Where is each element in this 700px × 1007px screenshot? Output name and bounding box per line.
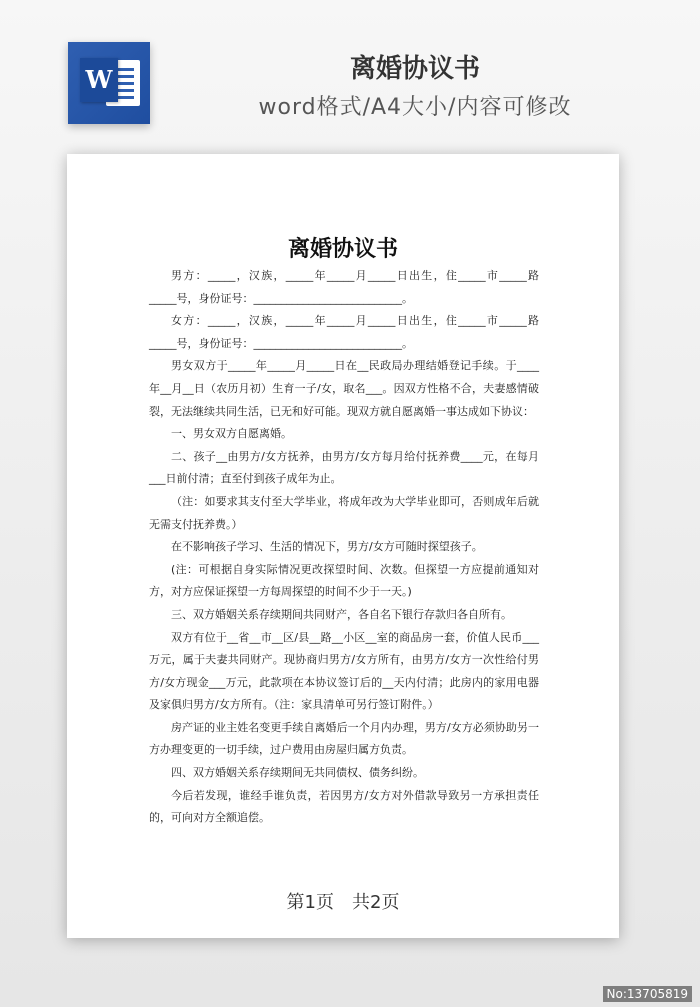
note-support: （注：如要求其支付至大学毕业，将成年改为大学毕业即可，否则成年后就无需支付抚养费。） bbox=[149, 494, 539, 531]
clause-2: 二、孩子__由男方/女方抚养，由男方/女方每月给付抚养费____元，在每月___日前付清；直至付到孩子成年为止。 bbox=[149, 449, 539, 486]
clause-3: 三、双方婚姻关系存续期间共同财产，各自名下银行存款归各自所有。 bbox=[171, 607, 512, 621]
paragraph-wife-info: 女方：_____，汉族，_____年_____月_____日出生，住_____市_____路_____号，身份证号：___________________________。 bbox=[149, 314, 539, 350]
word-document-icon bbox=[68, 42, 150, 124]
paragraph-deed-transfer: 房产证的业主姓名变更手续自离婚后一个月内办理，男方/女方必须协助另一方办理变更的一切手续，过户费用由房屋归属方负责。 bbox=[149, 720, 539, 757]
document-page bbox=[67, 154, 619, 938]
clause-4: 四、双方婚姻关系存续期间无共同债权、债务纠纷。 bbox=[171, 766, 424, 780]
paragraph-marriage-background: 男女双方于_____年_____月_____日在__民政局办理结婚登记手续。于____年__月__日（农历月初）生育一子/女，取名___。因双方性格不合，夫妻感情破裂，无法继续共同生活，已无和好可能。现双方就自愿离婚一事达成如下协议： bbox=[149, 359, 539, 418]
document-body bbox=[149, 265, 539, 830]
image-id-label: No:13705819 bbox=[603, 986, 692, 1002]
paragraph-property: 双方有位于__省__市__区/县__路__小区__室的商品房一套，价值人民币___万元，属于夫妻共同财产。现协商归男方/女方所有，由男方/女方一次性给付男方/女方现金___万元，此款项在本协议签订后的__天内付清；此房内的家用电器及家俱归男方/女方所有。（注：家具清单可另行签订附件。） bbox=[149, 630, 539, 712]
page-subheading: word格式/A4大小/内容可修改 bbox=[258, 95, 572, 120]
word-letter-badge: W bbox=[80, 58, 118, 102]
document-title: 离婚协议书 bbox=[287, 236, 398, 262]
paragraph-husband-info: 男方：_____，汉族，_____年_____月_____日出生，住_____市_____路_____号，身份证号：___________________________。 bbox=[149, 269, 539, 305]
paragraph-visitation: 在不影响孩子学习、生活的情况下，男方/女方可随时探望孩子。 bbox=[171, 540, 483, 554]
page-number-footer: 第1页 共2页 bbox=[286, 892, 400, 913]
note-visitation: (注：可根据自身实际情况更改探望时间、次数。但探望一方应提前通知对方，对方应保证探望一方每周探望的时间不少于一天。) bbox=[149, 562, 539, 599]
clause-1: 一、男女双方自愿离婚。 bbox=[171, 427, 292, 441]
paragraph-liability: 今后若发现，谁经手谁负责，若因男方/女方对外借款导致另一方承担责任的，可向对方全额追偿。 bbox=[149, 788, 539, 825]
page-heading: 离婚协议书 bbox=[349, 54, 480, 84]
